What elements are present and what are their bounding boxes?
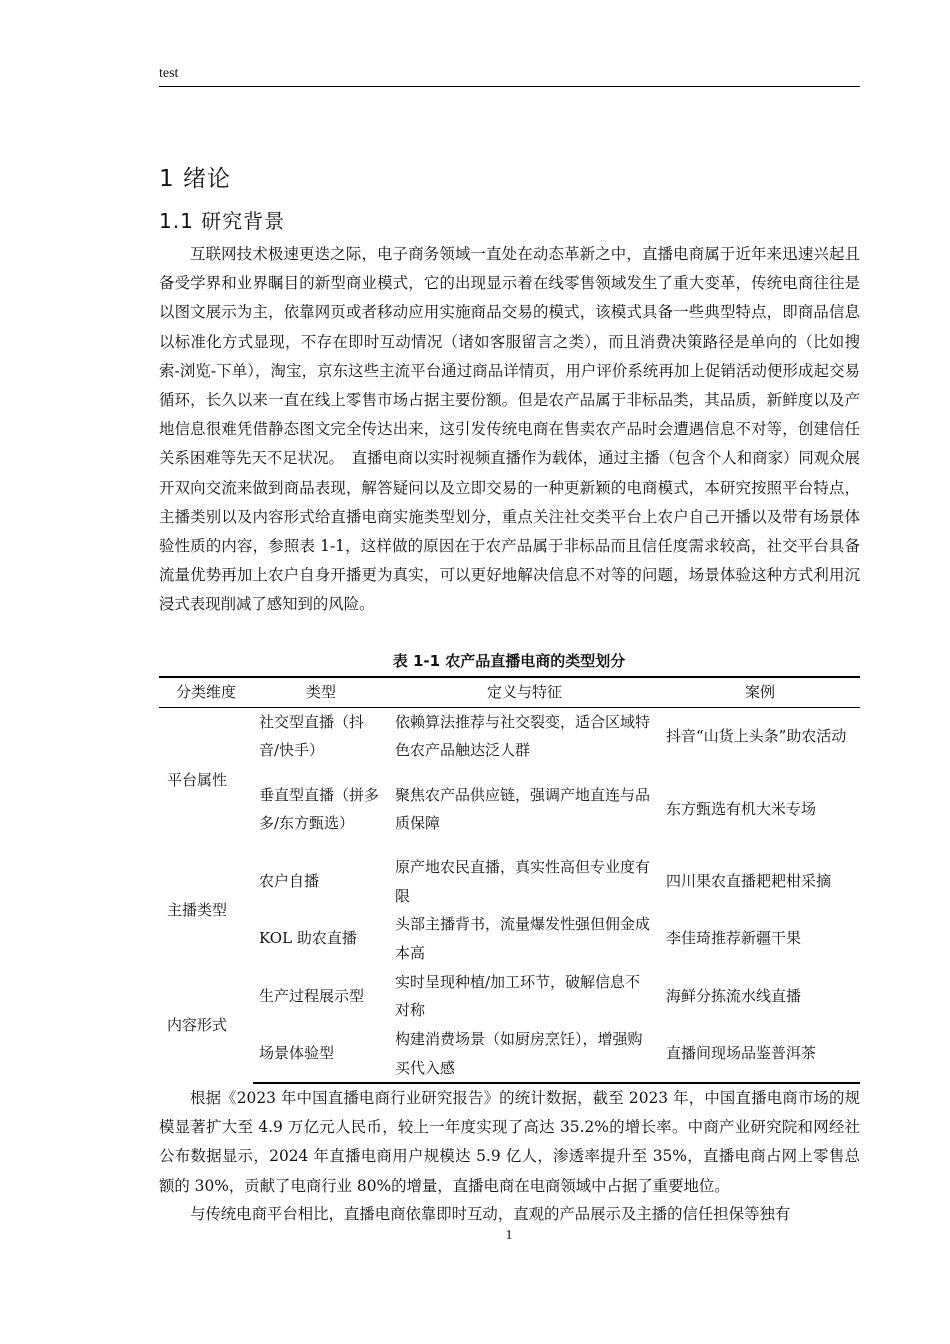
page-number: 1 <box>505 1228 513 1243</box>
header-divider <box>159 86 860 87</box>
definition-cell: 头部主播背书，流量爆发性强但佣金成本高 <box>395 915 651 962</box>
definition-cell: 实时呈现种植/加工环节，破解信息不对称 <box>395 972 641 1019</box>
table-row <box>159 853 860 910</box>
table-row <box>159 910 860 967</box>
example-cell: 四川果农直播耙耙柑采摘 <box>666 872 832 891</box>
dimension-cell: 内容形式 <box>167 1015 228 1034</box>
type-cell: 农户自播 <box>259 872 320 891</box>
table-row <box>159 1025 860 1083</box>
type-cell: 社交型直播（抖音/快手） <box>259 712 365 760</box>
definition-cell: 构建消费场景（如厨房烹饪），增强购买代入感 <box>389 1025 660 1083</box>
definition-cell: 依赖算法推荐与社交裂变，适合区域特色农产品触达泛人群 <box>395 712 651 760</box>
column-header: 分类维度 <box>159 677 253 707</box>
type-cell: 生产过程展示型 <box>259 986 365 1005</box>
column-header: 类型 <box>253 677 389 707</box>
definition-cell: 原产地农民直播，真实性高但专业度有限 <box>395 858 651 905</box>
example-cell: 直播间现场品鉴普洱茶 <box>660 1025 860 1083</box>
table-row <box>159 707 860 765</box>
type-cell: 场景体验型 <box>253 1025 389 1083</box>
dimension-cell: 平台属性 <box>167 771 228 789</box>
paragraph: 根据《2023 年中国直播电商行业研究报告》的统计数据，截至 2023 年，中国直播电商市场的规模显著扩大至 4.9 万亿元人民币，较上一年度实现了高达 35.2%的增长率。中商产业研究院和网经社公布数据显示，2024 年直播电商用户规模达 5.9 亿人，渗透率提升至 35%，直播电商占网上零售总额的 30%，贡献了电商行业 80%的增量，直播电商在电商领域中占据了重要地位。 <box>159 1089 860 1195</box>
example-cell: 东方甄选有机大米专场 <box>666 799 817 818</box>
column-header: 定义与特征 <box>389 677 660 707</box>
definition-cell: 聚焦农产品供应链，强调产地直连与品质保障 <box>395 785 651 832</box>
type-cell: KOL 助农直播 <box>259 929 357 948</box>
type-cell: 垂直型直播（拼多多/东方甄选） <box>259 785 380 832</box>
example-cell: 海鲜分拣流水线直播 <box>666 986 802 1005</box>
dimension-cell: 主播类型 <box>167 900 228 919</box>
section-heading: 1.1 研究背景 <box>159 209 286 233</box>
table-header-row <box>159 677 860 707</box>
column-header: 案例 <box>660 677 860 707</box>
example-cell: 抖音“山货上头条”助农活动 <box>666 727 847 745</box>
example-cell: 李佳琦推荐新疆干果 <box>666 929 802 948</box>
paragraph: 互联网技术极速更迭之际，电子商务领域一直处在动态革新之中，直播电商属于近年来迅速兴起且备受学界和业界瞩目的新型商业模式，它的出现显示着在线零售领域发生了重大变革，传统电商往往是以图文展示为主，依靠网页或者移动应用实施商品交易的模式，该模式具备一些典型特点，即商品信息以标准化方式显现，不存在即时互动情况（诸如客服留言之类），而且消费决策路径是单向的（比如搜索-浏览-下单），淘宝，京东这些主流平台通过商品详情页，用户评价系统再加上促销活动便形成起交易循环，长久以来一直在线上零售市场占据主要份额。但是农产品属于非标品类，其品质，新鲜度以及产地信息很难凭借静态图文完全传达出来，这引发传统电商在售卖农产品时会遭遇信息不对等，创建信任关系困难等先天不足状况。 直播电商以实时视频直播作为载体，通过主播（包含个人和商家）同观众展开双向交流来做到商品表现，解答疑问以及立即交易的一种更新颖的电商模式，本研究按照平台特点，主播类别以及内容形式给直播电商实施类型划分，重点关注社交类平台上农户自己开播以及带有场景体验性质的内容，参照表 1-1，这样做的原因在于农产品属于非标品而且信任度需求较高，社交平台具备流量优势再加上农户自身开播更为真实，可以更好地解决信息不对等的问题，场景体验这种方式利用沉浸式表现削减了感知到的风险。 <box>159 245 860 614</box>
type-classification-table <box>159 676 860 1084</box>
table-row <box>159 967 860 1025</box>
table-caption: 表 1-1 农产品直播电商的类型划分 <box>392 652 626 670</box>
paragraph: 与传统电商平台相比，直播电商依靠即时互动，直观的产品展示及主播的信任担保等独有 <box>190 1205 791 1223</box>
chapter-heading: 1 绪论 <box>159 166 231 192</box>
page-header: test <box>159 66 179 81</box>
table-row <box>159 765 860 853</box>
